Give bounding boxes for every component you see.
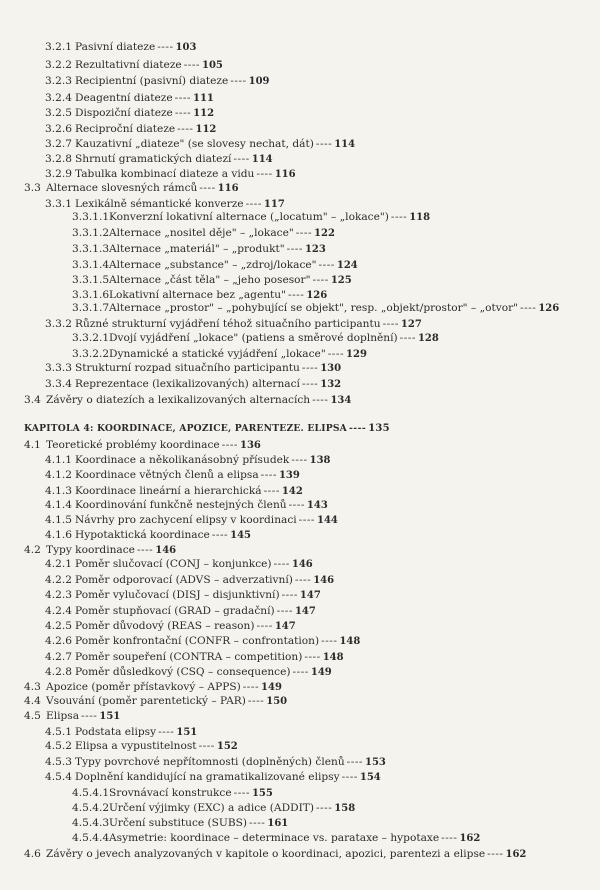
toc-entry (45, 167, 296, 182)
section-number: 3.3.1.2 (72, 227, 110, 239)
leader-dashes: ---- (399, 332, 416, 344)
section-title: Poměr důsledkový (CSQ – consequence) (75, 666, 291, 678)
leader-dashes: ---- (263, 485, 280, 497)
leader-dashes: ---- (301, 362, 319, 374)
page-number: 158 (334, 803, 356, 814)
toc-entry (45, 528, 251, 543)
section-number: 3.2.8 (45, 153, 72, 165)
section-number: 4.5.4 (45, 771, 72, 783)
page-number: 151 (99, 711, 121, 722)
toc-entry (72, 831, 480, 846)
page-number: 139 (278, 470, 300, 481)
toc-entry (72, 786, 273, 801)
toc-entry (45, 739, 238, 754)
section-title: KAPITOLA 4: KOORDINACE, APOZICE, PARENTEZE. ELIPSA (24, 423, 347, 434)
toc-entry (45, 377, 341, 392)
leader-dashes: ---- (174, 107, 192, 119)
toc-entry (24, 181, 239, 196)
section-title: Konverzní lokativní alternace („locatum" – „lokace") (109, 211, 389, 223)
section-title: Koordinace lineární a hierarchická (75, 485, 262, 497)
section-title: Srovnávací konstrukce (109, 787, 232, 799)
toc-entry (45, 604, 316, 619)
leader-dashes: ---- (233, 153, 250, 165)
toc-entry (72, 816, 288, 831)
section-number: 3.3.3 (45, 362, 72, 374)
toc-entry (45, 770, 381, 785)
toc-entry (24, 438, 261, 453)
page-number: 114 (334, 139, 356, 150)
leader-dashes: ---- (211, 529, 229, 541)
page-number: 153 (365, 757, 386, 768)
page-number: 148 (339, 636, 361, 647)
toc-entry (45, 74, 269, 89)
toc-entry (45, 513, 338, 528)
leader-dashes: ---- (199, 182, 216, 194)
page-number: 123 (304, 244, 326, 255)
page-number: 126 (306, 290, 328, 301)
leader-dashes: ---- (312, 394, 329, 406)
section-number: 3.3.4 (45, 378, 72, 390)
section-number: 3.2.6 (45, 123, 72, 135)
leader-dashes: ---- (390, 211, 408, 223)
page-number: 135 (368, 423, 390, 434)
section-number: 4.5.3 (45, 756, 72, 768)
toc-entry (45, 725, 197, 740)
section-title: Poměr slučovací (CONJ – konjunkce) (75, 558, 272, 570)
leader-dashes: ---- (294, 574, 312, 586)
leader-dashes: ---- (288, 499, 305, 511)
section-title: Dynamické a statické vyjádření „lokace" (109, 348, 326, 360)
toc-entry (45, 122, 216, 137)
section-title: Dispoziční diateze (75, 107, 173, 119)
leader-dashes: ---- (315, 138, 333, 150)
toc-entry (45, 573, 334, 588)
section-title: Poměr stupňovací (GRAD – gradační) (75, 605, 275, 617)
toc-entry (45, 453, 331, 468)
page-number: 148 (322, 652, 344, 663)
page-number: 147 (299, 590, 321, 601)
leader-dashes: ---- (520, 302, 537, 314)
leader-dashes: ---- (256, 620, 273, 632)
section-title: Vsouvání (poměr parentetický – PAR) (46, 695, 246, 707)
page-number: 128 (417, 333, 439, 344)
leader-dashes: ---- (260, 469, 277, 481)
page-number: 146 (291, 559, 313, 570)
page-number: 162 (505, 849, 527, 860)
leader-dashes: ---- (256, 168, 273, 180)
section-title: Reprezentace (lexikalizovaných) alternací (75, 378, 300, 390)
toc-entry (45, 588, 321, 603)
leader-dashes: ---- (318, 259, 335, 271)
section-number: 4.2.5 (45, 620, 72, 632)
leader-dashes: ---- (487, 848, 504, 860)
section-number: 3.2.3 (45, 75, 72, 87)
leader-dashes: ---- (273, 558, 290, 570)
toc-entry (45, 152, 273, 167)
section-number: 4.1.4 (45, 499, 72, 511)
leader-dashes: ---- (249, 817, 266, 829)
page-number: 111 (192, 93, 214, 104)
toc-entry (45, 137, 355, 152)
toc-entry (45, 40, 196, 55)
section-number: 3.3.1.5 (72, 274, 110, 286)
section-title: Apozice (poměr přístavkový – APPS) (46, 681, 241, 693)
section-title: Určení substituce (SUBS) (109, 817, 248, 829)
section-number: 4.5.4.1 (72, 787, 110, 799)
toc-entry (45, 665, 332, 680)
page-number: 149 (261, 682, 282, 693)
section-number: 3.3.2 (45, 318, 72, 330)
toc-entry (24, 680, 282, 695)
section-number: 4.1.3 (45, 485, 72, 497)
leader-dashes: ---- (301, 378, 319, 390)
leader-dashes: ---- (158, 726, 175, 738)
section-title: Recipientní (pasivní) diateze (75, 75, 229, 87)
leader-dashes: ---- (286, 243, 303, 255)
toc-entry (24, 694, 287, 709)
page-number: 116 (274, 169, 296, 180)
page-number: 147 (294, 606, 316, 617)
leader-dashes: ---- (312, 274, 329, 286)
toc-entry (45, 498, 328, 513)
section-title: Poměr soupeření (CONTRA – competition) (75, 651, 303, 663)
page-number: 150 (266, 696, 288, 707)
page-number: 155 (251, 788, 273, 799)
section-title: Závěry o jevech analyzovaných v kapitole o koordinaci, apozici, parentezi a elipse (46, 848, 486, 860)
section-number: 4.1.1 (45, 454, 72, 466)
toc-entry (24, 393, 351, 408)
section-number: 4.2.2 (45, 574, 72, 586)
page-number: 134 (330, 395, 352, 406)
section-title: Elipsa a vypustitelnost (75, 740, 197, 752)
leader-dashes: ---- (288, 289, 305, 301)
section-number: 4.5.2 (45, 740, 72, 752)
page-number: 132 (320, 379, 342, 390)
section-title: Návrhy pro zachycení elipsy v koordinaci (75, 514, 297, 526)
page-number: 126 (538, 303, 560, 314)
section-title: Určení výjimky (EXC) a adice (ADDIT) (109, 802, 314, 814)
toc-entry (72, 258, 358, 273)
section-title: Alternace „nositel děje" – „lokace" (109, 227, 294, 239)
section-number: 4.2.7 (45, 651, 72, 663)
page-number: 129 (346, 349, 367, 360)
toc-entry (45, 484, 303, 499)
page-number: 127 (400, 319, 422, 330)
page-number: 146 (155, 545, 177, 556)
section-title: Rezultativní diateze (75, 59, 182, 71)
page-number: 117 (263, 199, 285, 210)
section-number: 4.5.4.2 (72, 802, 110, 814)
toc-entry (72, 301, 559, 316)
page-number: 147 (274, 621, 296, 632)
leader-dashes: ---- (198, 740, 215, 752)
section-title: Pasivní diateze (75, 41, 156, 53)
section-title: Alternace „materiál" – „produkt" (109, 243, 285, 255)
leader-dashes: ---- (321, 635, 338, 647)
page-number: 122 (314, 228, 335, 239)
toc-entry (45, 650, 344, 665)
page-number: 112 (193, 108, 215, 119)
section-number: 4.3 (24, 681, 41, 693)
toc-entry (45, 58, 223, 73)
section-number: 3.3.1.7 (72, 302, 110, 314)
page-number: 109 (248, 76, 270, 87)
leader-dashes: ---- (157, 41, 174, 53)
toc-entry (24, 543, 176, 558)
section-title: Alternace slovesných rámců (46, 182, 198, 194)
section-number: 4.5 (24, 710, 41, 722)
section-number: 3.4 (24, 394, 41, 406)
page-number: 125 (330, 275, 352, 286)
page-number: 105 (202, 60, 223, 71)
section-title: Strukturní rozpad situačního participantu (75, 362, 300, 374)
toc-entry (24, 709, 120, 724)
page-number: 130 (320, 363, 342, 374)
section-number: 4.1 (24, 439, 41, 451)
section-number: 3.3.2.2 (72, 348, 110, 360)
page-number: 162 (459, 833, 481, 844)
toc-entry (45, 755, 386, 770)
section-title: Elipsa (46, 710, 80, 722)
section-title: Poměr odporovací (ADVS – adverzativní) (75, 574, 293, 586)
section-number: 4.2.1 (45, 558, 72, 570)
section-number: 3.3.1.1 (72, 211, 110, 223)
section-title: Teoretické problémy koordinace (46, 439, 220, 451)
leader-dashes: ---- (183, 59, 201, 71)
section-title: Asymetrie: koordinace – determinace vs. parataxe – hypotaxe (109, 832, 440, 844)
toc-entry (45, 91, 214, 106)
leader-dashes: ---- (245, 198, 262, 210)
leader-dashes: ---- (174, 92, 191, 104)
leader-dashes: ---- (292, 666, 309, 678)
section-title: Typy povrchové nepřítomnosti (doplněných) členů (75, 756, 345, 768)
section-number: 4.2.6 (45, 635, 72, 647)
toc-entry (72, 347, 367, 362)
section-title: Reciproční diateze (75, 123, 176, 135)
toc-entry (24, 847, 526, 862)
toc-entry (72, 331, 439, 346)
section-number: 3.2.4 (45, 92, 72, 104)
section-title: Poměr vylučovací (DISJ – disjunktivní) (75, 589, 280, 601)
toc-entry (72, 210, 430, 225)
page-number: 103 (175, 42, 197, 53)
section-title: Deagentní diateze (75, 92, 173, 104)
section-number: 4.1.2 (45, 469, 72, 481)
section-title: Kauzativní „diateze" (se slovesy nechat, dát) (75, 138, 314, 150)
leader-dashes: ---- (177, 123, 194, 135)
section-title: Koordinace větných členů a elipsa (75, 469, 259, 481)
section-title: Lexikálně sémantické konverze (75, 198, 244, 210)
page-number: 138 (309, 455, 331, 466)
section-title: Poměr konfrontační (CONFR – confrontation) (75, 635, 320, 647)
chapter-heading (24, 422, 390, 436)
page-number: 116 (217, 183, 239, 194)
leader-dashes: ---- (221, 439, 238, 451)
toc-entry (72, 801, 355, 816)
leader-dashes: ---- (291, 454, 308, 466)
page-number: 112 (195, 124, 217, 135)
page-number: 151 (176, 727, 198, 738)
section-title: Poměr důvodový (REAS – reason) (75, 620, 255, 632)
section-title: Alternace „část těla" – „jeho posesor" (109, 274, 311, 286)
leader-dashes: ---- (441, 832, 458, 844)
page-number: 118 (409, 212, 431, 223)
toc-entry (45, 317, 422, 332)
section-title: Koordinace a několikanásobný přísudek (75, 454, 290, 466)
section-number: 4.1.5 (45, 514, 72, 526)
section-title: Shrnutí gramatických diatezí (75, 153, 232, 165)
toc-entry (72, 242, 326, 257)
section-number: 4.2.8 (45, 666, 72, 678)
section-number: 4.5.1 (45, 726, 72, 738)
toc-entry (72, 226, 335, 241)
toc-entry (72, 273, 352, 288)
page-number: 124 (336, 260, 358, 271)
section-title: Alternace „substance" – „zdroj/lokace" (109, 259, 317, 271)
leader-dashes: ---- (281, 589, 298, 601)
leader-dashes: ---- (233, 787, 250, 799)
section-number: 3.2.1 (45, 41, 72, 53)
page-number: 145 (230, 530, 252, 541)
leader-dashes: ---- (304, 651, 321, 663)
toc-entry (45, 468, 300, 483)
leader-dashes: ---- (136, 544, 154, 556)
section-number: 4.2 (24, 544, 41, 556)
leader-dashes: ---- (346, 756, 363, 768)
section-number: 3.3.1.3 (72, 243, 110, 255)
leader-dashes: ---- (348, 423, 367, 434)
section-title: Různé strukturní vyjádření téhož situačního participantu (75, 318, 381, 330)
section-number: 3.3.2.1 (72, 332, 110, 344)
section-number: 3.2.2 (45, 59, 72, 71)
section-title: Lokativní alternace bez „agentu" (109, 289, 286, 301)
section-number: 4.5.4.3 (72, 817, 110, 829)
page-number: 143 (306, 500, 328, 511)
section-title: Dvojí vyjádření „lokace" (patiens a směrové doplnění) (109, 332, 398, 344)
toc-entry (45, 619, 296, 634)
toc-entry (45, 557, 313, 572)
section-number: 3.3.1.6 (72, 289, 110, 301)
leader-dashes: ---- (295, 227, 313, 239)
section-number: 4.6 (24, 848, 41, 860)
section-title: Podstata elipsy (75, 726, 157, 738)
page-number: 149 (310, 667, 332, 678)
section-title: Doplnění kandidující na gramatikalizované elipsy (75, 771, 340, 783)
section-title: Tabulka kombinací diateze a vidu (75, 168, 255, 180)
section-title: Alternace „prostor" – „pohybující se objekt", resp. „objekt/prostor" – „otvor" (109, 302, 519, 314)
section-title: Typy koordinace (46, 544, 135, 556)
page-number: 136 (240, 440, 261, 451)
section-title: Závěry o diatezích a lexikalizovaných alternacích (46, 394, 311, 406)
section-number: 3.2.9 (45, 168, 72, 180)
page-number: 144 (317, 515, 338, 526)
leader-dashes: ---- (341, 771, 358, 783)
page-number: 114 (251, 154, 273, 165)
page-number: 154 (359, 772, 381, 783)
leader-dashes: ---- (276, 605, 293, 617)
toc-entry (45, 634, 360, 649)
leader-dashes: ---- (382, 318, 399, 330)
page-number: 146 (313, 575, 335, 586)
section-number: 3.3.1 (45, 198, 72, 210)
section-number: 3.2.7 (45, 138, 72, 150)
leader-dashes: ---- (315, 802, 333, 814)
section-number: 3.3.1.4 (72, 259, 110, 271)
leader-dashes: ---- (81, 710, 98, 722)
page-number: 142 (281, 486, 303, 497)
leader-dashes: ---- (247, 695, 265, 707)
leader-dashes: ---- (298, 514, 315, 526)
section-number: 4.1.6 (45, 529, 72, 541)
leader-dashes: ---- (327, 348, 345, 360)
leader-dashes: ---- (242, 681, 260, 693)
section-number: 3.2.5 (45, 107, 72, 119)
toc-entry (45, 361, 341, 376)
section-number: 4.2.3 (45, 589, 72, 601)
section-number: 4.2.4 (45, 605, 72, 617)
section-title: Hypotaktická koordinace (75, 529, 210, 541)
section-number: 4.5.4.4 (72, 832, 110, 844)
leader-dashes: ---- (230, 75, 247, 87)
section-number: 4.4 (24, 695, 41, 707)
section-number: 3.3 (24, 182, 41, 194)
toc-entry (45, 106, 214, 121)
section-title: Koordinování funkčně nestejných členů (75, 499, 287, 511)
page-number: 161 (267, 818, 289, 829)
page-number: 152 (216, 741, 238, 752)
